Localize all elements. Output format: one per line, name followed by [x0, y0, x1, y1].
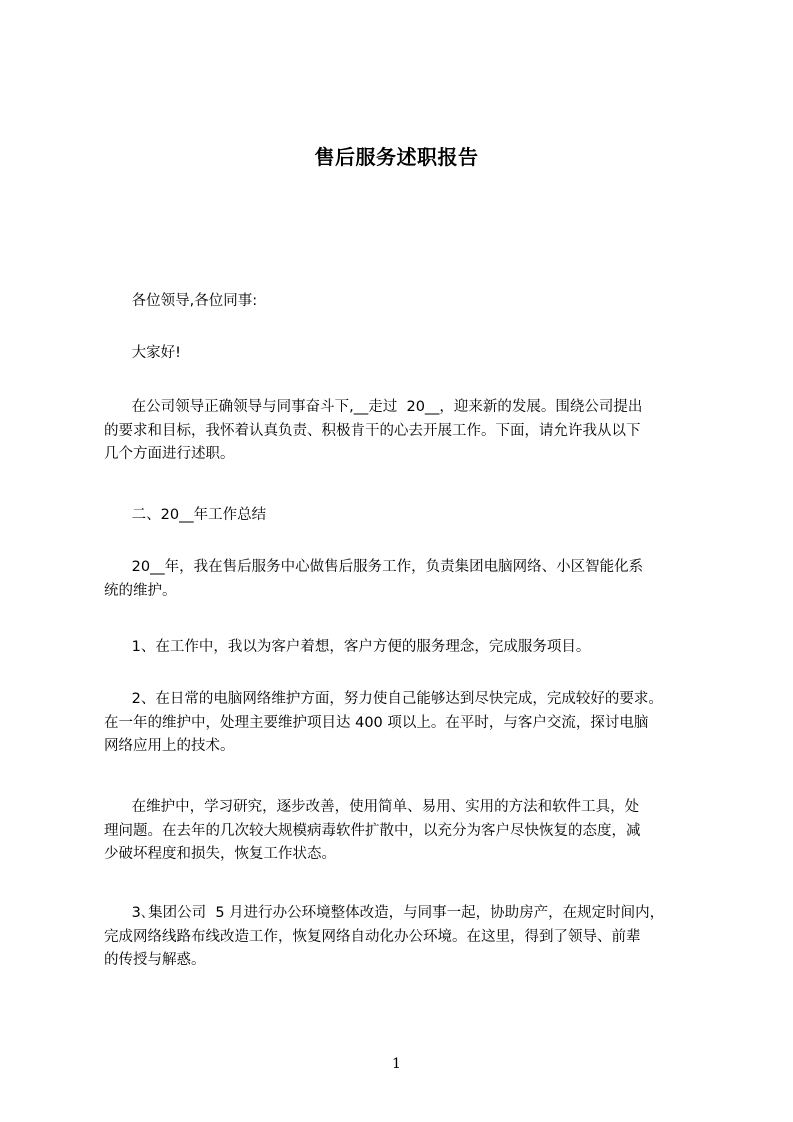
paragraph-item-3 [104, 902, 724, 973]
paragraph-line: 3､集团公司 5 月进行办公环境整体改造，与同事一起，协助房产，在规定时间内， [104, 905, 665, 921]
paragraph-hello [104, 342, 724, 366]
paragraph-intro [104, 396, 724, 467]
paragraph-line: 几个方面进行述职。 [104, 446, 235, 462]
paragraph-line: 的要求和目标，我怀着认真负责、积极肯干的心去开展工作。下面，请允许我从以下 [104, 422, 641, 439]
paragraph-line: 网络应用上的技术。 [104, 738, 235, 754]
paragraph-summary [104, 556, 724, 603]
paragraph-maintenance [104, 796, 724, 867]
paragraph-line: 的传授与解惑。 [104, 952, 206, 968]
document-title: 售后服务述职报告 [314, 145, 479, 169]
paragraph-line: 二、20__年工作总结 [104, 507, 267, 523]
paragraph-line: 在维护中，学习研究，逐步改善，使用简单、易用、实用的方法和软件工具，处 [104, 799, 640, 815]
paragraph-line: 2、在日常的电脑网络维护方面，努力使自己能够达到尽快完成，完成较好的要求。 [104, 691, 663, 707]
paragraph-line: 在公司领导正确领导与同事奋斗下,__走过 20__，迎来新的发展。围绕公司提出 [104, 399, 643, 415]
paragraph-greeting [104, 290, 724, 314]
paragraph-line: 少破坏程度和损失，恢复工作状态。 [104, 846, 336, 862]
paragraph-line: 在一年的维护中，处理主要维护项目达 400 项以上。在平时，与客户交流，探讨电脑 [104, 714, 649, 731]
paragraph-line: 理问题。在去年的几次较大规模病毒软件扩散中，以充分为客户尽快恢复的态度，减 [104, 822, 641, 839]
section-heading [104, 504, 724, 528]
paragraph-line: 20__年，我在售后服务中心做售后服务工作，负责集团电脑网络、小区智能化系 [104, 559, 644, 575]
paragraph-line: 1、在工作中，我以为客户着想，客户方便的服务理念，完成服务项目。 [104, 639, 591, 655]
paragraph-item-1 [104, 636, 724, 660]
paragraph-item-2 [104, 688, 724, 759]
paragraph-line: 统的维护。 [104, 582, 177, 599]
page-number: 1 [392, 1056, 401, 1072]
paragraph-line: 大家好! [104, 345, 181, 361]
paragraph-line: 各位领导,各位同事: [104, 293, 258, 309]
paragraph-line: 完成网络线路布线改造工作，恢复网络自动化办公环境。在这里，得到了领导、前辈 [104, 928, 641, 945]
